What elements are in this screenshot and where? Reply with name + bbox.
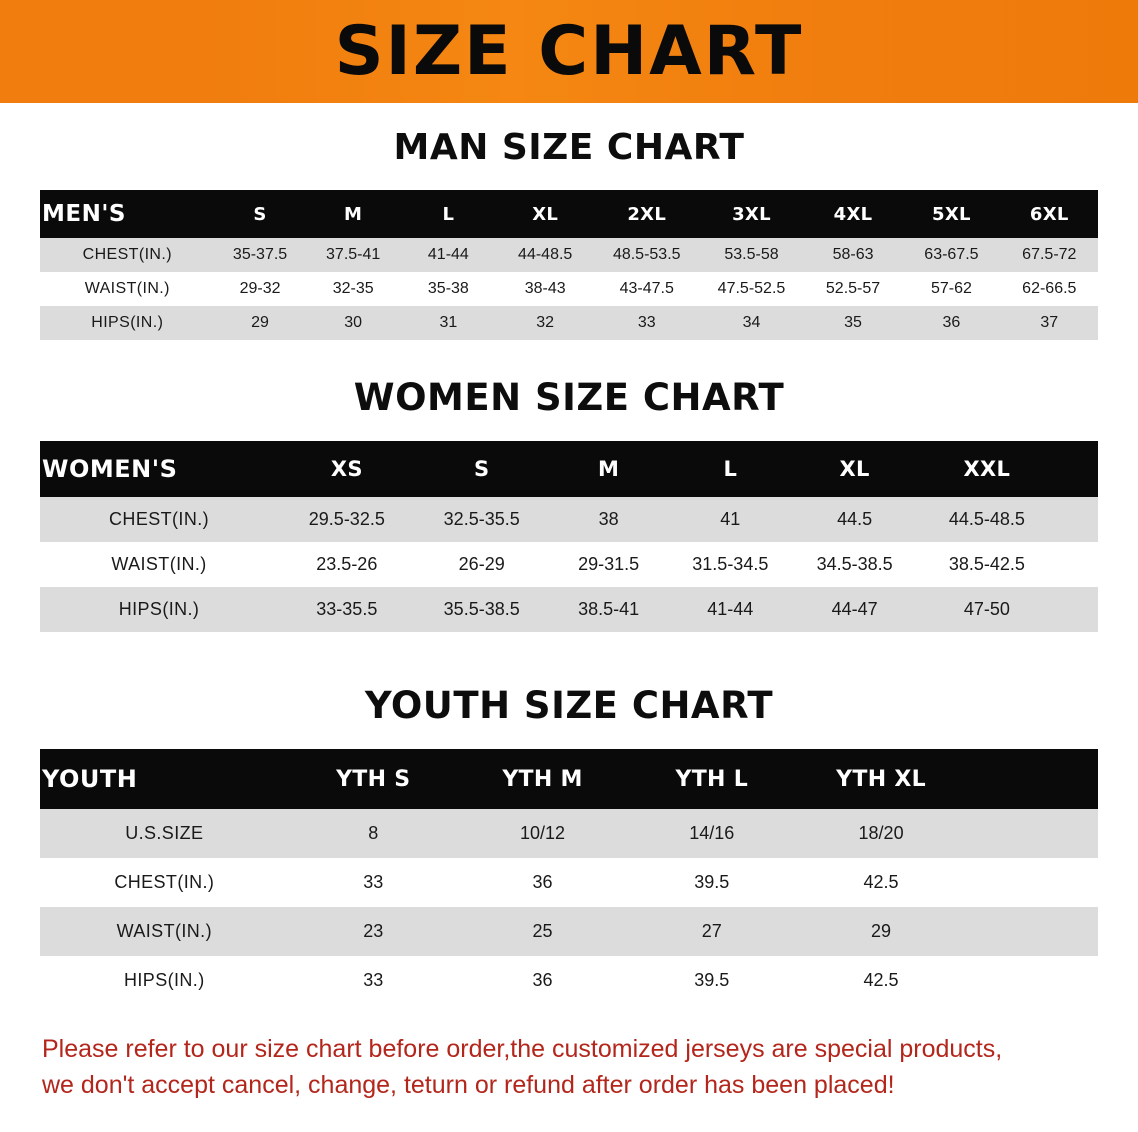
men-cell: 32-35 — [306, 272, 401, 306]
women-cell: 33-35.5 — [278, 587, 416, 632]
youth-cell: 36 — [458, 956, 627, 1005]
men-cell: 43-47.5 — [594, 272, 699, 306]
women-section-heading: WOMEN SIZE CHART — [353, 376, 785, 419]
youth-cell: 33 — [289, 858, 458, 907]
page-title: SIZE CHART — [334, 11, 804, 91]
banner — [0, 0, 1138, 103]
men-cell: 30 — [306, 306, 401, 340]
youth-col-header: YTH M — [458, 749, 627, 809]
youth-table-body — [40, 809, 1098, 1005]
women-col-header: XL — [791, 441, 918, 497]
disclaimer-line-1: Please refer to our size chart before order,the customized jerseys are special products, — [42, 1035, 1003, 1063]
women-cell: 41 — [669, 497, 791, 542]
men-cell: 62-66.5 — [1001, 272, 1098, 306]
women-col-header: M — [548, 441, 670, 497]
youth-cell: 33 — [289, 956, 458, 1005]
women-cell: 32.5-35.5 — [416, 497, 548, 542]
women-col-header: XXL — [918, 441, 1056, 497]
youth-col-header: YTH S — [289, 749, 458, 809]
youth-cell: 36 — [458, 858, 627, 907]
youth-cell: 10/12 — [458, 809, 627, 858]
disclaimer-note — [0, 1031, 1138, 1104]
women-row-label: HIPS(IN.) — [40, 587, 278, 632]
table-row — [40, 587, 1098, 632]
men-cell: 67.5-72 — [1001, 238, 1098, 272]
men-cell: 35 — [804, 306, 902, 340]
youth-cell: 8 — [289, 809, 458, 858]
youth-row-label: WAIST(IN.) — [40, 907, 289, 956]
women-cell-spacer — [1056, 542, 1098, 587]
women-col-header: S — [416, 441, 548, 497]
men-col-header: XL — [496, 190, 594, 238]
women-cell: 29-31.5 — [548, 542, 670, 587]
women-cell: 35.5-38.5 — [416, 587, 548, 632]
youth-header-spacer — [966, 749, 1098, 809]
women-cell-spacer — [1056, 587, 1098, 632]
women-cell: 31.5-34.5 — [669, 542, 791, 587]
women-size-table — [40, 441, 1098, 632]
youth-cell: 25 — [458, 907, 627, 956]
men-cell: 36 — [902, 306, 1000, 340]
women-cell-spacer — [1056, 497, 1098, 542]
men-col-header: 6XL — [1001, 190, 1098, 238]
women-row-label: WAIST(IN.) — [40, 542, 278, 587]
women-header-spacer — [1056, 441, 1098, 497]
table-row — [40, 907, 1098, 956]
men-cell: 34 — [699, 306, 804, 340]
women-cell: 29.5-32.5 — [278, 497, 416, 542]
men-row-label: WAIST(IN.) — [40, 272, 215, 306]
table-row — [40, 956, 1098, 1005]
youth-corner-label: YOUTH — [40, 749, 289, 809]
men-header-row — [40, 190, 1098, 238]
youth-cell: 42.5 — [796, 858, 965, 907]
women-col-header: L — [669, 441, 791, 497]
youth-cell: 39.5 — [627, 858, 796, 907]
youth-row-label: CHEST(IN.) — [40, 858, 289, 907]
women-cell: 26-29 — [416, 542, 548, 587]
men-cell: 63-67.5 — [902, 238, 1000, 272]
disclaimer-line-2: we don't accept cancel, change, teturn or refund after order has been placed! — [42, 1071, 895, 1100]
men-cell: 29 — [215, 306, 306, 340]
women-cell: 38.5-41 — [548, 587, 670, 632]
men-cell: 31 — [401, 306, 496, 340]
table-row — [40, 306, 1098, 340]
men-cell: 53.5-58 — [699, 238, 804, 272]
youth-cell: 23 — [289, 907, 458, 956]
men-cell: 33 — [594, 306, 699, 340]
women-header-row — [40, 441, 1098, 497]
men-cell: 35-37.5 — [215, 238, 306, 272]
women-cell: 34.5-38.5 — [791, 542, 918, 587]
men-row-label: CHEST(IN.) — [40, 238, 215, 272]
men-col-header: 2XL — [594, 190, 699, 238]
men-cell: 48.5-53.5 — [594, 238, 699, 272]
youth-col-header: YTH L — [627, 749, 796, 809]
table-row — [40, 272, 1098, 306]
youth-header-row — [40, 749, 1098, 809]
table-row — [40, 238, 1098, 272]
men-corner-label: MEN'S — [40, 190, 215, 238]
youth-cell: 18/20 — [796, 809, 965, 858]
men-cell: 47.5-52.5 — [699, 272, 804, 306]
men-cell: 58-63 — [804, 238, 902, 272]
women-cell: 41-44 — [669, 587, 791, 632]
women-table-body — [40, 497, 1098, 632]
men-cell: 37 — [1001, 306, 1098, 340]
men-col-header: M — [306, 190, 401, 238]
men-cell: 44-48.5 — [496, 238, 594, 272]
youth-cell: 29 — [796, 907, 965, 956]
women-cell: 44.5 — [791, 497, 918, 542]
men-cell: 29-32 — [215, 272, 306, 306]
men-col-header: L — [401, 190, 496, 238]
men-col-header: 3XL — [699, 190, 804, 238]
youth-table-wrapper — [0, 749, 1138, 1005]
man-section-heading: MAN SIZE CHART — [393, 127, 745, 168]
youth-cell: 42.5 — [796, 956, 965, 1005]
women-cell: 44.5-48.5 — [918, 497, 1056, 542]
table-row — [40, 542, 1098, 587]
women-table-wrapper — [0, 441, 1138, 632]
men-cell: 41-44 — [401, 238, 496, 272]
men-cell: 32 — [496, 306, 594, 340]
men-col-header: S — [215, 190, 306, 238]
youth-col-header: YTH XL — [796, 749, 965, 809]
youth-row-label: HIPS(IN.) — [40, 956, 289, 1005]
men-table-head — [40, 190, 1098, 238]
table-row — [40, 858, 1098, 907]
youth-cell: 39.5 — [627, 956, 796, 1005]
men-table-body — [40, 238, 1098, 340]
women-col-header: XS — [278, 441, 416, 497]
youth-section-heading: YOUTH SIZE CHART — [364, 684, 774, 727]
women-cell: 44-47 — [791, 587, 918, 632]
men-cell: 38-43 — [496, 272, 594, 306]
youth-table-head — [40, 749, 1098, 809]
women-corner-label: WOMEN'S — [40, 441, 278, 497]
women-cell: 23.5-26 — [278, 542, 416, 587]
table-row — [40, 809, 1098, 858]
youth-cell-spacer — [966, 956, 1098, 1005]
men-cell: 37.5-41 — [306, 238, 401, 272]
table-row — [40, 497, 1098, 542]
women-cell: 38 — [548, 497, 670, 542]
women-row-label: CHEST(IN.) — [40, 497, 278, 542]
women-cell: 38.5-42.5 — [918, 542, 1056, 587]
women-table-head — [40, 441, 1098, 497]
men-cell: 35-38 — [401, 272, 496, 306]
men-col-header: 4XL — [804, 190, 902, 238]
youth-row-label: U.S.SIZE — [40, 809, 289, 858]
youth-cell-spacer — [966, 907, 1098, 956]
men-cell: 57-62 — [902, 272, 1000, 306]
youth-cell: 14/16 — [627, 809, 796, 858]
youth-cell-spacer — [966, 809, 1098, 858]
youth-cell: 27 — [627, 907, 796, 956]
youth-size-table — [40, 749, 1098, 1005]
women-cell: 47-50 — [918, 587, 1056, 632]
men-col-header: 5XL — [902, 190, 1000, 238]
men-size-table — [40, 190, 1098, 340]
men-row-label: HIPS(IN.) — [40, 306, 215, 340]
youth-cell-spacer — [966, 858, 1098, 907]
man-table-wrapper — [0, 190, 1138, 340]
men-cell: 52.5-57 — [804, 272, 902, 306]
